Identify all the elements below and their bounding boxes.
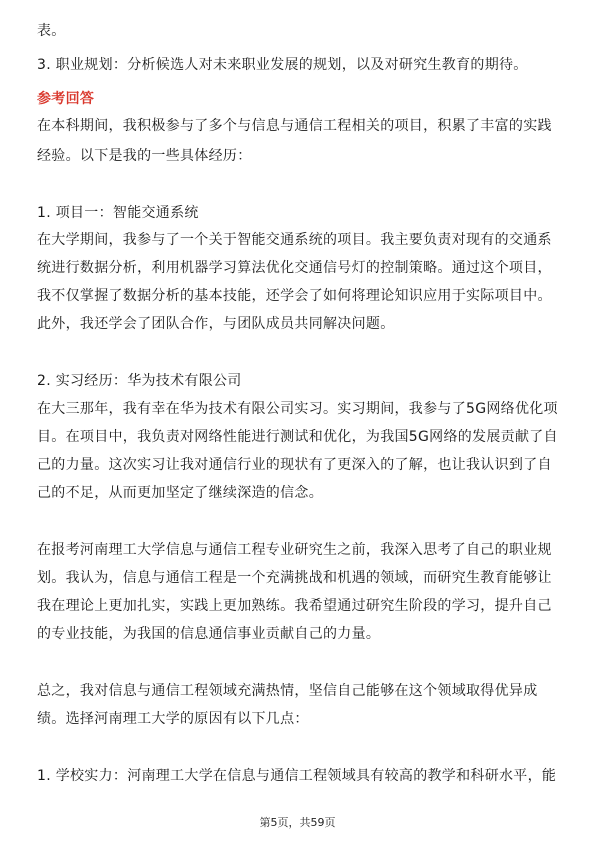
list-item-school-strength: 1. 学校实力：河南理工大学在信息与通信工程领域具有较高的教学和科研水平，能	[37, 768, 557, 784]
paragraph-line: 划。我认为，信息与通信工程是一个充满挑战和机遇的领域，而研究生教育能够让	[37, 570, 552, 586]
paragraph-line: 在大学期间，我参与了一个关于智能交通系统的项目。我主要负责对现有的交通系	[37, 232, 552, 248]
paragraph-line: 在大三那年，我有幸在华为技术有限公司实习。实习期间，我参与了5G网络优化项	[37, 401, 558, 417]
paragraph-line: 我不仅掌握了数据分析的基本技能，还学会了如何将理论知识应用于实际项目中。	[37, 288, 552, 304]
paragraph-line: 经验。以下是我的一些具体经历：	[37, 148, 252, 164]
paragraph-line: 总之，我对信息与通信工程领域充满热情，坚信自己能够在这个领域取得优异成	[37, 683, 538, 699]
paragraph-line: 目。在项目中，我负责对网络性能进行测试和优化，为我国5G网络的发展贡献了自	[37, 429, 558, 445]
text-line: 表。	[37, 23, 66, 39]
subheading-internship: 2. 实习经历：华为技术有限公司	[37, 373, 242, 389]
paragraph-line: 在报考河南理工大学信息与通信工程专业研究生之前，我深入思考了自己的职业规	[37, 542, 552, 558]
paragraph-line: 绩。选择河南理工大学的原因有以下几点：	[37, 711, 309, 727]
paragraph-line: 统进行数据分析，利用机器学习算法优化交通信号灯的控制策略。通过这个项目，	[37, 260, 552, 276]
section-heading-reference-answer: 参考回答	[37, 91, 95, 107]
paragraph-line: 我在理论上更加扎实，实践上更加熟练。我希望通过研究生阶段的学习，提升自己	[37, 598, 552, 614]
paragraph-line: 己的力量。这次实习让我对通信行业的现状有了更深入的了解，也让我认识到了自	[37, 457, 552, 473]
paragraph-line: 己的不足，从而更加坚定了继续深造的信念。	[37, 485, 323, 501]
paragraph-line: 此外，我还学会了团队合作，与团队成员共同解决问题。	[37, 316, 395, 332]
page-number-footer: 第5页，共59页	[259, 816, 336, 829]
paragraph-line: 在本科期间，我积极参与了多个与信息与通信工程相关的项目，积累了丰富的实践	[37, 118, 552, 134]
subheading-project-one: 1. 项目一：智能交通系统	[37, 205, 199, 221]
paragraph-line: 的专业技能，为我国的信息通信事业贡献自己的力量。	[37, 626, 381, 642]
list-item-career-plan: 3. 职业规划：分析候选人对未来职业发展的规划，以及对研究生教育的期待。	[37, 57, 528, 73]
